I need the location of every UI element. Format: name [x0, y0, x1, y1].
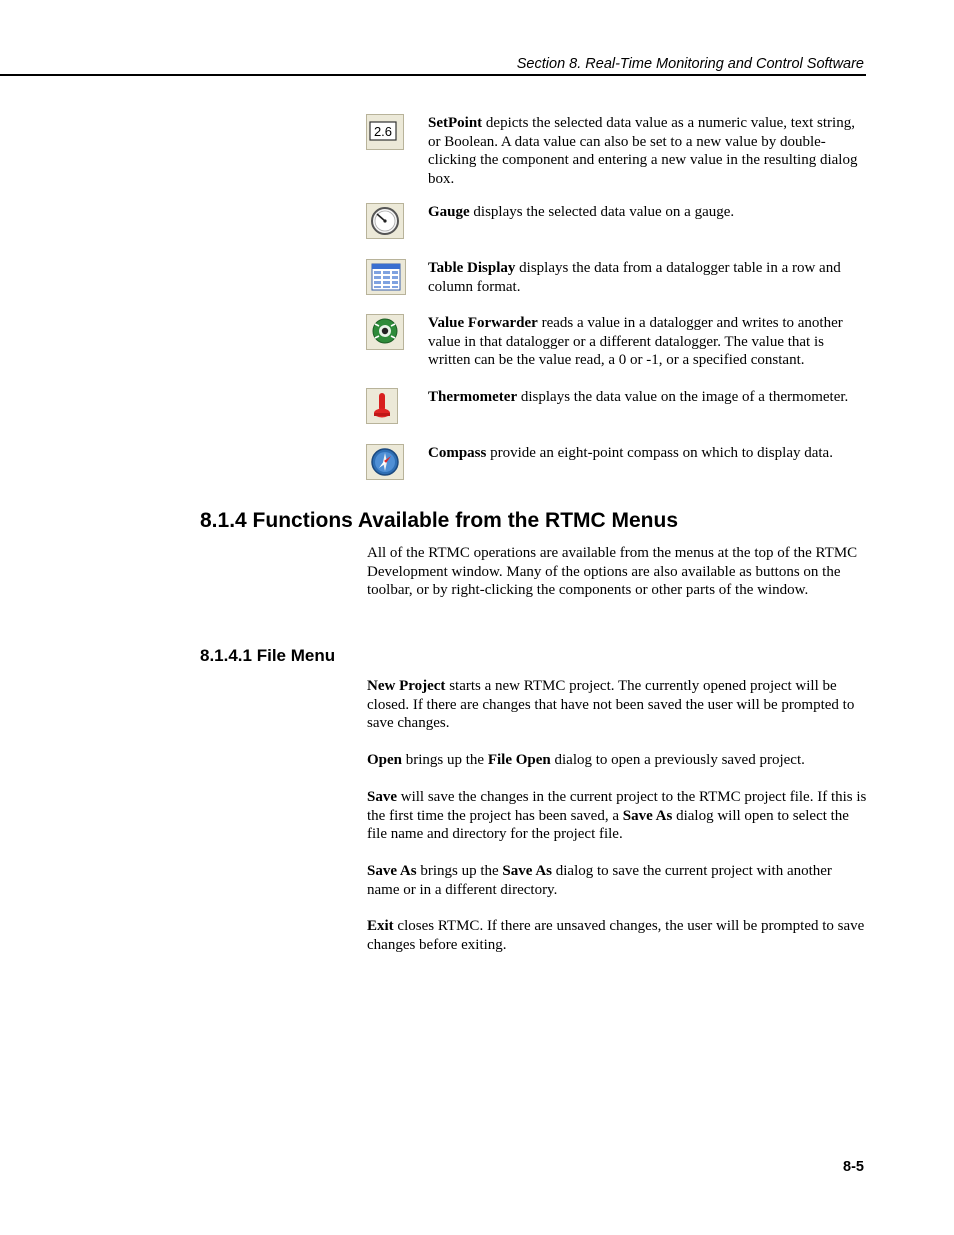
save-as-paragraph [367, 862, 867, 899]
exit-text: closes RTMC. If there are unsaved changes, the user will be prompted to save changes before exiting. [367, 918, 865, 953]
table-display-term: Table Display [428, 260, 516, 276]
value-forwarder-text: reads a value in a datalogger and writes to another value in that datalogger or a different datalogger. The value that is written can be the value read, a 0 or -1, or a specified constant. [428, 315, 843, 368]
compass-description [428, 444, 866, 463]
save-as-dialog-term-2: Save As [502, 863, 553, 879]
value-forwarder-term: Value Forwarder [428, 315, 538, 331]
gauge-term: Gauge [428, 204, 470, 220]
table-display-text: displays the data from a datalogger table in a row and column format. [428, 260, 841, 295]
open-text-part2: dialog to open a previously saved project. [550, 752, 805, 768]
page-number: 8-5 [843, 1159, 864, 1175]
save-as-text-part2: dialog to save the current project with another name or in a different directory. [367, 863, 832, 898]
thermometer-term: Thermometer [428, 389, 518, 405]
compass-icon [366, 444, 404, 480]
new-project-paragraph [367, 677, 867, 733]
exit-paragraph [367, 917, 867, 954]
value-forwarder-icon [366, 314, 404, 350]
thermometer-icon [366, 388, 398, 424]
save-as-text-part1: brings up the [416, 863, 503, 879]
section-heading-8-1-4-1: 8.1.4.1 File Menu [200, 646, 336, 665]
setpoint-icon [366, 114, 404, 150]
save-text-part2: dialog will open to select the file name and directory for the project file. [367, 807, 849, 842]
save-paragraph [367, 788, 867, 844]
open-term: Open [367, 752, 403, 768]
value-forwarder-description [428, 314, 866, 370]
new-project-term: New Project [367, 678, 446, 694]
setpoint-term: SetPoint [428, 115, 483, 131]
header-rule [0, 74, 866, 76]
file-open-term: File Open [487, 752, 551, 768]
table-display-description [428, 259, 866, 296]
save-term: Save [367, 789, 397, 805]
setpoint-text: depicts the selected data value as a numeric value, text string, or Boolean. A data value can also be set to a new value by double-clicking the component and entering a new value in the resulting dialog box. [428, 115, 858, 187]
table-display-icon [366, 259, 406, 295]
exit-term: Exit [367, 918, 394, 934]
section-8-1-4-body: All of the RTMC operations are available from the menus at the top of the RTMC Development window. Many of the options are also available as buttons on the toolbar, or by right-clicking the components or other parts of the window. [367, 545, 858, 598]
new-project-text: starts a new RTMC project. The currently opened project will be closed. If there are changes that have not been saved the user will be prompted to save changes. [367, 678, 855, 731]
thermometer-description [428, 388, 866, 407]
open-text-part1: brings up the [402, 752, 488, 768]
save-as-dialog-term: Save As [622, 807, 673, 824]
compass-term: Compass [428, 445, 487, 461]
thermometer-text: displays the data value on the image of a thermometer. [517, 389, 849, 405]
setpoint-description [428, 114, 866, 188]
section-heading-8-1-4: 8.1.4 Functions Available from the RTMC Menus [200, 509, 679, 532]
save-as-term: Save As [367, 863, 417, 879]
gauge-icon [366, 203, 404, 239]
gauge-description [428, 203, 866, 222]
save-text-part1: will save the changes in the current project to the RTMC project file. If this is the first time the project has been saved, a [367, 789, 867, 824]
gauge-text: displays the selected data value on a gauge. [469, 204, 735, 220]
open-paragraph [367, 751, 867, 770]
setpoint-icon-value: 2.6 [373, 124, 393, 139]
page-header-title: Section 8. Real-Time Monitoring and Control Software [516, 56, 864, 72]
compass-text: provide an eight-point compass on which to display data. [486, 445, 833, 461]
